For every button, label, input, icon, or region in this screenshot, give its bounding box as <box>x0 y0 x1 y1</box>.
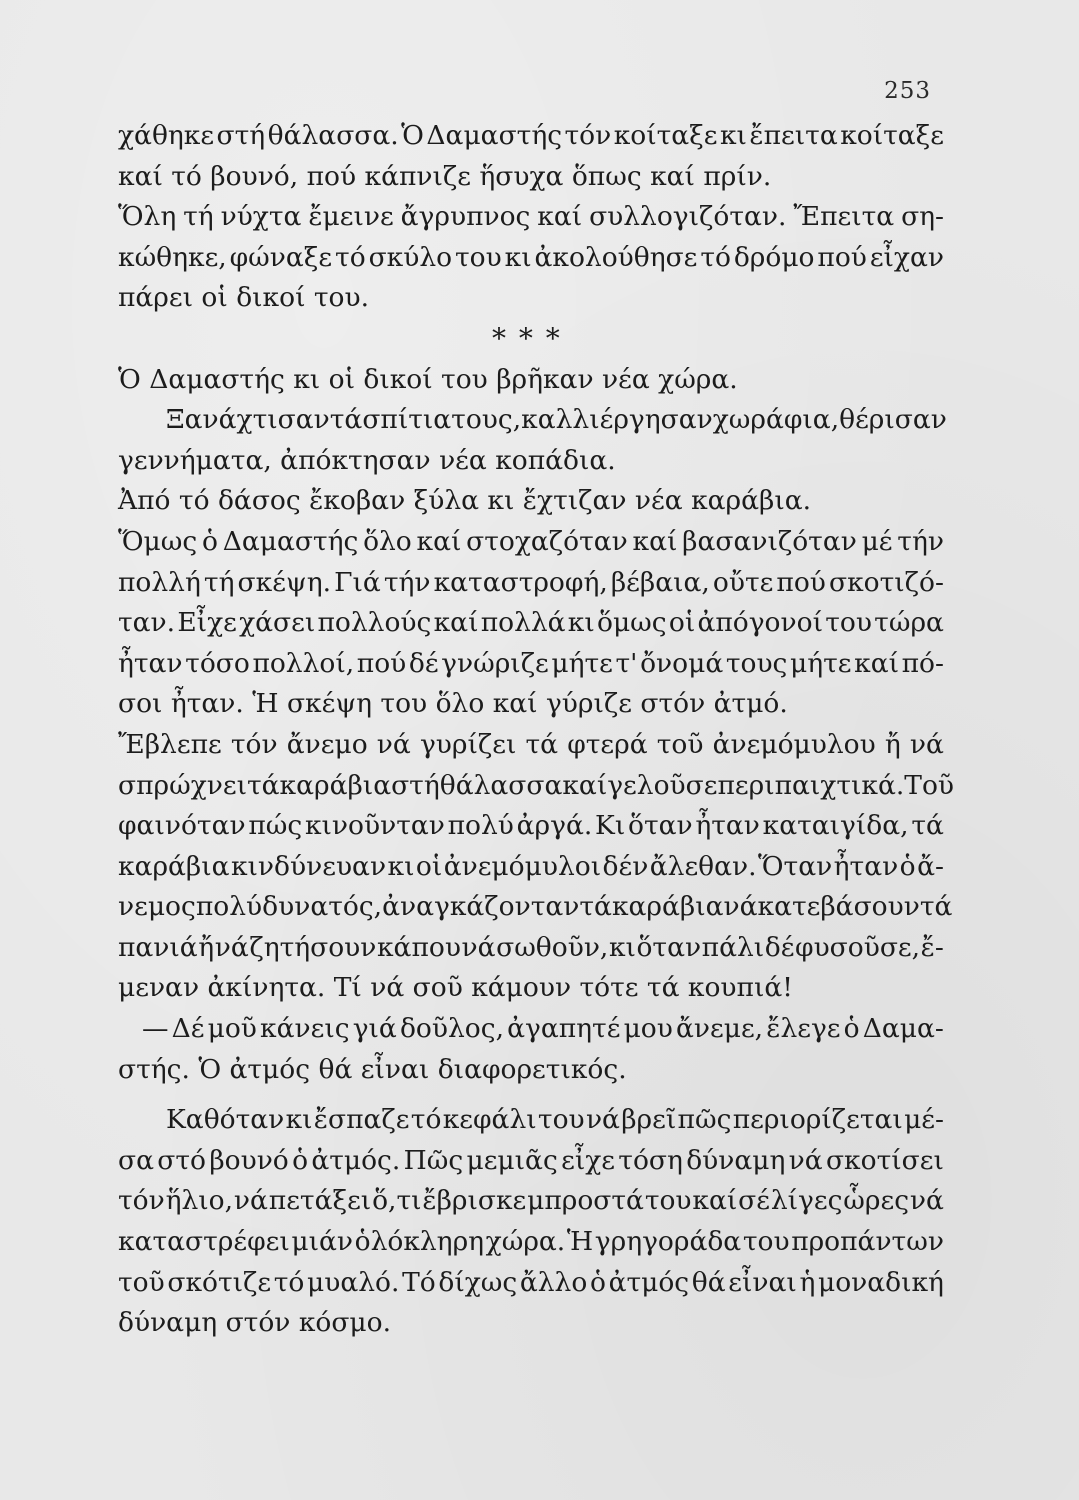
text-line-content: δύναμη στόν κόσμο. <box>118 1307 392 1339</box>
word: ἀπόγονοί <box>697 607 823 639</box>
word: κι <box>719 120 747 151</box>
text-line-content: Ὁ Δαμαστής κι οἱ δικοί του βρῆκαν νέα χώρα. <box>118 363 738 395</box>
word: τό <box>700 241 731 273</box>
word: γελοῦσε <box>607 769 718 801</box>
word: εἶναι <box>728 1266 797 1298</box>
word: θά <box>691 1266 726 1298</box>
page-number: 253 <box>884 78 931 104</box>
word: Δαμαστής <box>222 525 359 557</box>
word: καράβια <box>118 850 230 882</box>
word: γρηγοράδα <box>594 1226 742 1258</box>
word: στοχαζόταν <box>466 525 628 557</box>
word: ἀνεμόμυλοι <box>443 850 602 882</box>
word: τό <box>335 241 366 273</box>
word: μεμιᾶς <box>466 1144 558 1176</box>
word: ἦταν <box>833 850 899 882</box>
word: πανιά <box>118 931 198 963</box>
word: νά <box>788 1144 823 1176</box>
word: χωράφια, <box>712 404 840 436</box>
word: σκοτιζό- <box>828 566 944 598</box>
word: θάλασσα. <box>267 120 399 151</box>
word: ὁ <box>292 1144 309 1176</box>
word: τόν <box>230 728 278 760</box>
word: ἔ- <box>920 931 944 963</box>
word: τώρα <box>874 607 944 639</box>
text-line <box>118 847 944 888</box>
word: καί <box>692 1185 738 1217</box>
word: νεμος <box>118 891 196 923</box>
word: ὧρες <box>843 1185 910 1217</box>
word: κι <box>567 607 595 639</box>
text-line-content: στής. Ὁ ἀτμός θά εἶναι διαφορετικός. <box>118 1053 627 1085</box>
word: βασανιζόταν <box>682 525 857 557</box>
text-line <box>118 1009 944 1050</box>
word: εἶχε <box>561 1144 615 1176</box>
word: ἀγαπητέ <box>507 1013 621 1045</box>
word: Ὅλη <box>118 201 177 233</box>
word: κάνεις <box>260 1013 350 1045</box>
text-line <box>118 360 944 401</box>
word: τοῦ <box>656 728 704 760</box>
word: ἀναγκάζονταν <box>382 891 580 923</box>
word: ἀνεμόμυλου <box>712 728 876 760</box>
word: ὁ <box>843 1013 860 1045</box>
word: ταν. <box>118 607 176 639</box>
word: θέρισαν <box>839 404 947 436</box>
text-line <box>118 481 944 522</box>
word: Δέ <box>171 1013 205 1045</box>
word: κοίταξε <box>840 120 944 151</box>
word: του <box>825 607 872 639</box>
word: μήτε <box>790 647 852 679</box>
word: τήν <box>897 525 944 557</box>
word: γνώριζε <box>441 647 549 679</box>
text-line <box>118 1141 944 1182</box>
word: τόν <box>564 120 612 151</box>
word: Ἡ <box>566 1226 594 1258</box>
word: οἱ <box>415 850 443 882</box>
word: Ξανάχτισαν <box>166 404 330 436</box>
section-break-stars: * * * <box>492 321 562 355</box>
word: Ὅταν <box>758 850 833 882</box>
word: ἤ <box>198 931 215 963</box>
text-line <box>118 1222 944 1263</box>
word: μοῦ <box>207 1013 257 1045</box>
word: πῶς <box>677 1104 732 1136</box>
word: περιορίζεται <box>732 1104 903 1136</box>
word: νά <box>214 931 249 963</box>
word: τά <box>329 404 363 436</box>
text-line <box>118 766 955 807</box>
word: πολλούς <box>317 607 432 639</box>
word: τό <box>410 1104 442 1136</box>
word: τά <box>246 769 280 801</box>
word: δρόμο <box>733 241 815 273</box>
word: ἄλλο <box>519 1266 588 1298</box>
text-line <box>118 1263 944 1304</box>
word: ἦταν <box>118 647 183 679</box>
word: ὁ <box>201 525 218 557</box>
text-line <box>118 684 944 725</box>
word: κώθηκε, <box>118 241 227 273</box>
word: ὁ <box>899 850 916 882</box>
word: τά <box>911 810 944 842</box>
word: τά <box>579 891 612 923</box>
word: μπροστά <box>527 1185 644 1217</box>
word: τή <box>183 201 214 233</box>
word: βρεῖ <box>621 1104 677 1136</box>
text-line-content: γεννήματα, ἀπόκτησαν νέα κοπάδια. <box>118 444 616 476</box>
text-line <box>118 278 944 319</box>
word: μήτε <box>551 647 613 679</box>
text-line-content: Ἀπό τό δάσος ἔκοβαν ξύλα κι ἔχτιζαν νέα καράβια. <box>118 485 812 517</box>
text-line <box>118 1303 944 1344</box>
word: ὅ,τι <box>372 1185 422 1217</box>
word: σκότιζε <box>167 1266 272 1298</box>
word: σπίτια <box>362 404 452 436</box>
word: τ' <box>615 647 638 679</box>
text-line <box>118 522 944 563</box>
word: χώρα. <box>485 1226 566 1258</box>
word: Ἔβλεπε <box>118 728 222 760</box>
word: καί <box>537 201 583 233</box>
word: πάλι <box>701 931 765 963</box>
word: Κι <box>595 810 626 842</box>
word: μέ <box>861 525 893 557</box>
word: στή <box>216 120 266 151</box>
word: ἔβρισκε <box>422 1185 527 1217</box>
word: κι <box>608 931 636 963</box>
word: νά <box>909 728 944 760</box>
word: δύναμη <box>686 1144 786 1176</box>
word: κάπου <box>376 931 461 963</box>
word: χάθηκε <box>118 120 215 151</box>
section-break <box>118 319 944 360</box>
word: πώς <box>248 810 303 842</box>
word: τους, <box>451 404 522 436</box>
word: μέ- <box>904 1104 944 1136</box>
word: μιάν <box>291 1226 353 1258</box>
word: καί <box>416 525 462 557</box>
text-line <box>118 1100 944 1141</box>
text-line <box>118 563 944 604</box>
text-line-content: καί τό βουνό, πού κάπνιζε ἥσυχα ὅπως καί πρίν. <box>118 160 772 192</box>
word: φτερά <box>567 728 648 760</box>
text-line <box>118 441 944 482</box>
word: φυσοῦσε, <box>795 931 921 963</box>
word: στό <box>157 1144 207 1176</box>
word: χάσει <box>239 607 316 639</box>
word: ἔμεινε <box>308 201 394 233</box>
word: τήν <box>383 566 431 598</box>
word: τά <box>919 891 953 923</box>
word: ἀκολούθησε <box>534 241 698 273</box>
word: καράβια <box>611 891 724 923</box>
text-line <box>118 238 944 279</box>
word: κι <box>387 850 415 882</box>
word: του <box>644 1185 692 1217</box>
word: ἄ- <box>917 850 944 882</box>
word: θάλασσα <box>439 769 563 801</box>
text-line <box>118 157 944 198</box>
word: ἄνεμο <box>286 728 368 760</box>
word: σκύλο <box>368 241 453 273</box>
word: πού <box>356 647 407 679</box>
word: ζητήσουν <box>249 931 377 963</box>
word: ἦταν <box>695 810 760 842</box>
word: καί <box>632 525 678 557</box>
text-line-content: σοι ἦταν. Ἡ σκέψη του ὅλο καί γύριζε στόν ἀτμό. <box>118 688 788 720</box>
word: περιπαιχτικά. <box>717 769 905 801</box>
text-line <box>118 1181 944 1222</box>
word: νά <box>723 891 758 923</box>
word: καταιγίδα, <box>762 810 909 842</box>
word: νά <box>909 1185 944 1217</box>
word: πολύ <box>195 891 263 923</box>
word: ἄλεθαν. <box>649 850 757 882</box>
word: στή <box>391 769 440 801</box>
text-line <box>118 197 944 238</box>
word: Ὁ <box>401 120 424 151</box>
word: κοίταξε <box>613 120 718 151</box>
word: ὅταν <box>627 810 693 842</box>
word: λίγες <box>770 1185 843 1217</box>
word: οὔτε <box>712 566 774 598</box>
word: κατεβάσουν <box>757 891 920 923</box>
word: μου <box>623 1013 673 1045</box>
word: συλλογιζόταν. <box>589 201 787 233</box>
word: Ὅμως <box>118 525 198 557</box>
word: δίχως <box>438 1266 518 1298</box>
word: ἔσπαζε <box>313 1104 410 1136</box>
word: Καθόταν <box>166 1104 285 1136</box>
text-line-content: μεναν ἀκίνητα. Τί νά σοῦ κάμουν τότε τά κουπιά! <box>118 972 793 1004</box>
word: νά <box>376 728 411 760</box>
word: δέ <box>408 647 439 679</box>
text-line <box>118 887 953 928</box>
word: καράβια <box>279 769 392 801</box>
word: ὁ <box>589 1266 606 1298</box>
word: τόσο <box>185 647 250 679</box>
word: Δαμαστής <box>426 120 563 151</box>
text-line <box>118 1050 944 1091</box>
word: ἔπειτα <box>749 120 838 151</box>
word: του <box>742 1226 790 1258</box>
word: βέβαια, <box>610 566 710 598</box>
word: μοναδική <box>817 1266 944 1298</box>
word: γυρίζει <box>419 728 517 760</box>
word: οἱ <box>668 607 696 639</box>
word: καί <box>562 769 608 801</box>
word: καλλιέργησαν <box>521 404 713 436</box>
word: τόν <box>118 1185 165 1217</box>
text-line <box>118 725 944 766</box>
word: τους <box>725 647 788 679</box>
word: σπρώχνει <box>118 769 247 801</box>
word: προπάντων <box>791 1226 944 1258</box>
word: κεφάλι <box>442 1104 537 1136</box>
word: μυαλό. <box>307 1266 400 1298</box>
word: δυνατός, <box>262 891 383 923</box>
word: σωθοῦν, <box>496 931 609 963</box>
word: Γιά <box>334 566 381 598</box>
word: ὅταν <box>636 931 702 963</box>
word: νά <box>461 931 496 963</box>
body-text <box>118 116 955 1344</box>
word: βουνό <box>209 1144 289 1176</box>
word: Εἶχε <box>177 607 237 639</box>
word: δέ <box>764 931 795 963</box>
word: ἀτμός. <box>311 1144 401 1176</box>
word: τό <box>273 1266 305 1298</box>
text-line-content: πάρει οἱ δικοί του. <box>118 282 370 314</box>
text-line <box>118 116 944 157</box>
text-line <box>118 400 947 441</box>
word: καταστρέφει <box>118 1226 290 1258</box>
word: νά <box>585 1104 620 1136</box>
text-line <box>118 644 944 685</box>
word: καί <box>433 607 479 639</box>
word: ὅλο <box>363 525 412 557</box>
word: κινδύνευαν <box>230 850 387 882</box>
word: νύχτα <box>220 201 302 233</box>
word: καταστροφή, <box>433 566 608 598</box>
word: δοῦλος, <box>399 1013 504 1045</box>
word: ἀργά. <box>516 810 593 842</box>
word: πολλοί, <box>252 647 355 679</box>
word: Τοῦ <box>904 769 955 801</box>
word: σκέψη. <box>237 566 332 598</box>
word: κι <box>504 241 532 273</box>
word: δέν <box>602 850 649 882</box>
word: τή <box>203 566 235 598</box>
word: ἔλεγε <box>766 1013 841 1045</box>
word: νά <box>233 1185 268 1217</box>
word: γιά <box>352 1013 397 1045</box>
word: φαινόταν <box>118 810 246 842</box>
word: ὄνομά <box>640 647 724 679</box>
word: τά <box>525 728 559 760</box>
word: τοῦ <box>118 1266 165 1298</box>
word: πού <box>776 566 826 598</box>
word: ἤ <box>884 728 901 760</box>
word: πολλά <box>480 607 566 639</box>
word: Πῶς <box>403 1144 464 1176</box>
text-line <box>118 968 944 1009</box>
word: σέ <box>738 1185 770 1217</box>
word: σκοτίσει <box>825 1144 944 1176</box>
word: ἥλιο, <box>165 1185 234 1217</box>
word: ἀτμός <box>608 1266 690 1298</box>
word: ὅμως <box>596 607 667 639</box>
word: Δαμα- <box>862 1013 944 1045</box>
word: του <box>454 241 502 273</box>
word: ἡ <box>799 1266 816 1298</box>
word: τόση <box>618 1144 683 1176</box>
word: ση- <box>901 201 944 233</box>
word: Τό <box>402 1266 436 1298</box>
word: — <box>142 1013 169 1045</box>
text-line <box>118 806 944 847</box>
text-line <box>118 928 944 969</box>
word: πού <box>817 241 867 273</box>
word: Ἔπειτα <box>793 201 895 233</box>
word: πό- <box>901 647 944 679</box>
word: κινοῦνταν <box>304 810 445 842</box>
word: πετάξει <box>268 1185 372 1217</box>
word: καί <box>854 647 899 679</box>
word: πολύ <box>447 810 514 842</box>
text-line <box>118 603 944 644</box>
word: ἄνεμε, <box>675 1013 764 1045</box>
word: του <box>537 1104 585 1136</box>
word: κι <box>285 1104 313 1136</box>
word: ὁλόκληρη <box>354 1226 485 1258</box>
word: πολλή <box>118 566 201 598</box>
word: ἄγρυπνος <box>400 201 531 233</box>
word: εἶχαν <box>869 241 944 273</box>
word: σα <box>118 1144 154 1176</box>
word: φώναξε <box>229 241 333 273</box>
